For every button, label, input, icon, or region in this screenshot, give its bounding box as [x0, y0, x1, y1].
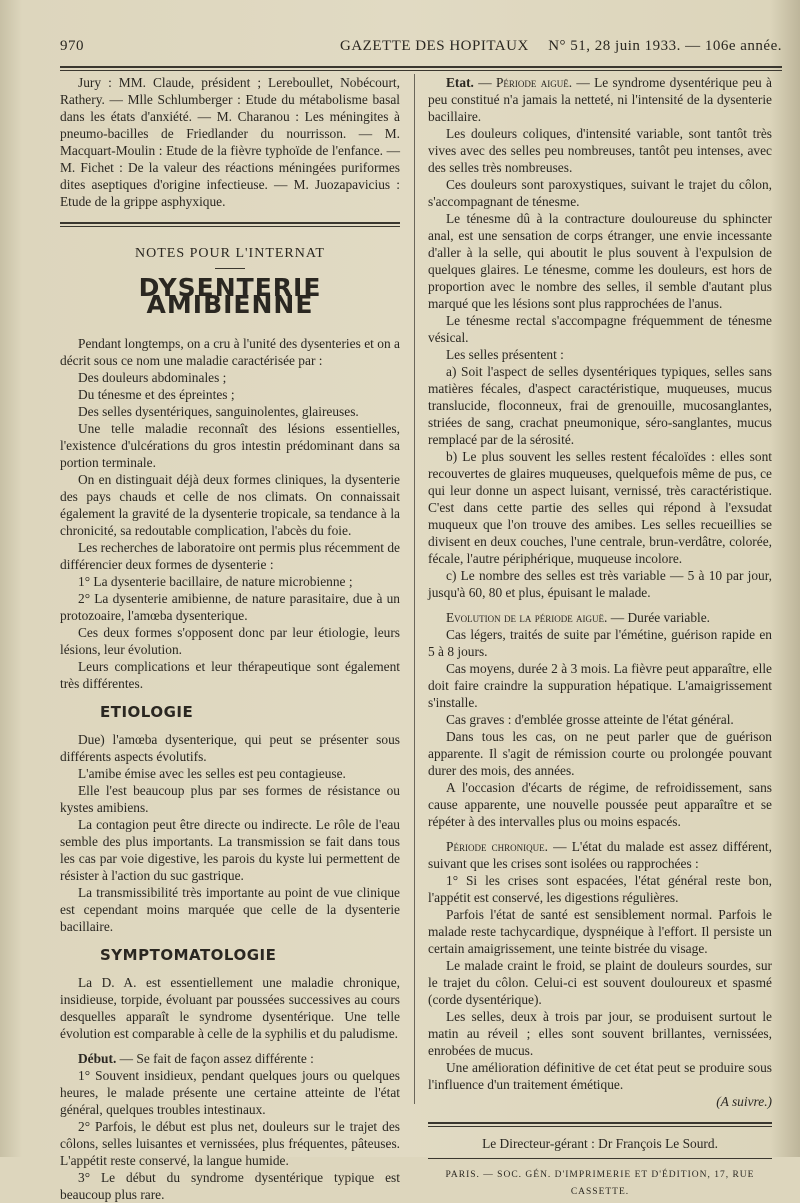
paragraph: L'amibe émise avec les selles est peu contagieuse. [78, 766, 346, 781]
paragraph: Les recherches de laboratoire ont permis plus récemment de différencier deux formes de dysenterie : [60, 540, 400, 572]
paragraph: 1° La dysenterie bacillaire, de nature microbienne ; [78, 574, 353, 589]
chronique-paragraph [428, 838, 772, 872]
footer-thin-rule [428, 1158, 772, 1159]
paragraph: Cas graves : d'emblée grosse atteinte de l'état général. [446, 712, 734, 727]
etat-label: Etat. [446, 75, 474, 90]
header-rule [60, 66, 782, 71]
paragraph: 1° Souvent insidieux, pendant quelques jours ou quelques heures, le malade présente une certaine atteinte de l'état général, quelques troubles intestinaux. [60, 1068, 400, 1117]
etat-paragraph: Etat. — Période aiguë. — Le syndrome dysentérique peu à peu constitué n'a jamais la netteté, ni l'intensité de la dysenterie bacillaire. [428, 75, 772, 124]
director-line: Le Directeur-gérant : Dr François Le Sourd. [482, 1136, 718, 1151]
debut-paragraph [60, 1050, 400, 1067]
paragraph: Une telle maladie reconnaît des lésions essentielles, l'existence d'ulcérations du gros intestin prédominant dans sa portion terminale. [60, 421, 400, 470]
paragraph: 3° Le début du syndrome dysentérique typique est beaucoup plus rare. [60, 1170, 400, 1202]
paragraph: Les selles présentent : [446, 347, 564, 362]
issue-info: N° 51, 28 juin 1933. — 106e année. [548, 38, 782, 54]
left-column [60, 74, 400, 1203]
paragraph: Cas légers, traités de suite par l'émétine, guérison rapide en 5 à 8 jours. [428, 627, 772, 659]
chronique-label: Période chronique. [446, 839, 548, 854]
page-number: 970 [60, 38, 84, 54]
paragraph: Le malade craint le froid, se plaint de douleurs sourdes, sur le trajet du côlon. Celui-ci est souvent douloureux et spasmé (corde dysentérique). [428, 958, 772, 1007]
short-rule [215, 268, 245, 269]
paragraph: A l'occasion d'écarts de régime, de refroidissement, sans cause apparente, une nouvelle poussée peut apparaître et se répéter à des intervalles plus ou moins espacés. [428, 780, 772, 829]
to-be-continued [428, 1093, 772, 1110]
paragraph: Des douleurs abdominales ; [78, 370, 227, 385]
evolution-text: — Durée variable. [607, 610, 711, 625]
paragraph: Le ténesme rectal s'accompagne fréquemment de ténesme vésical. [428, 313, 772, 345]
column-divider [414, 74, 415, 1104]
section-rule [60, 222, 400, 227]
paragraph: Le ténesme dû à la contracture douloureuse du sphincter anal, est une sensation de corps étranger, une envie incessante d'aller à la selle, qui aboutit le plus souvent à l'expulsion de quelques glaires. Le ténesme, comme les douleurs, est hors de proportion avec le nombre des selles, il semble d'autant plus marqué que les lésions sont plus rapprochées de l'anus. [428, 211, 772, 311]
paragraph: On en distinguait déjà deux formes cliniques, la dysenterie des pays chauds et celle de nos climats. On connaissait également la gravité de la dysenterie tropicale, sa tendance à la chronicité, sa redoutable complication, l'abcès du foie. [60, 472, 400, 538]
debut-label: Début. [78, 1051, 117, 1066]
paragraph: La D. A. est essentiellement une maladie chronique, insidieuse, torpide, évoluant par poussées successives au cours desquelles apparaît le syndrome dysentérique. Une telle évolution est comparable à celle de la syphilis et du paludisme. [60, 975, 400, 1041]
right-column [428, 74, 772, 1201]
paragraph: Parfois l'état de santé est sensiblement normal. Parfois le malade reste tachycardique, dyspnéique à l'effort. Il persiste un certain amaigrissement, une teinte bistrée du visage. [428, 907, 772, 956]
paragraph: Des selles dysentériques, sanguinolentes, glaireuses. [78, 404, 359, 419]
paragraph: La contagion peut être directe ou indirecte. Le rôle de l'eau semble des plus importants. La transmission se fait dans tous les cas par voie digestive, les parois du kyste lui permettent de résister à l'action du suc gastrique. [60, 817, 400, 883]
paragraph: Ces deux formes s'opposent donc par leur étiologie, leurs lésions, leur évolution. [60, 625, 400, 657]
paragraph: Dans tous les cas, on ne peut parler que de guérison apparente. Il s'agit de rémission courte ou prolongée pouvant durer des mois, des années. [428, 729, 772, 778]
etat-text: — Le syndrome dysentérique peu à peu constitué n'a jamais la netteté, ni l'intensité de la dysenterie bacillaire. [428, 75, 772, 124]
to-be-continued-text: (A suivre.) [716, 1094, 772, 1109]
paragraph: Ces douleurs sont paroxystiques, suivant le trajet du côlon, s'accompagnant de ténesme. [428, 177, 772, 209]
paragraph: Elle l'est beaucoup plus par ses formes de résistance ou kystes amibiens. [60, 783, 400, 815]
evolution-label: Evolution de la période aiguë. [446, 610, 608, 625]
page-header [60, 30, 782, 66]
paragraph: Cas moyens, durée 2 à 3 mois. La fièvre peut apparaître, elle doit faire craindre la suppuration hépatique. L'amaigrissement s'installe. [428, 661, 772, 710]
notes-title: NOTES POUR L'INTERNAT [135, 246, 325, 261]
paragraph: Les douleurs coliques, d'intensité variable, sont tantôt très vives avec des selles peu nombreuses, tantôt peu intenses, avec des selles très nombreuses. [428, 126, 772, 175]
footer-rule [428, 1122, 772, 1127]
jury-paragraph: Jury : MM. Claude, président ; Lereboullet, Nobécourt, Rathery. — Mlle Schlumberger : Etude du métabolisme basal dans les états d'anxiété. — M. Charanou : Les méningites à pneumo-bacilles de Friedlander du nourrisson. — M. Macquart-Moulin : Etude de la fièvre typhoïde de l'enfance. — M. Fichet : De la valeur des réactions méningées puriformes dites aseptiques d'origine infectieuse. — M. Juozapavicius : Etude de la grippe asphyxique. [60, 75, 400, 209]
etat-phase: Période aiguë. [495, 75, 573, 90]
debut-text: — Se fait de façon assez différente : [116, 1051, 314, 1066]
paragraph: Les selles, deux à trois par jour, se produisent surtout le matin au réveil ; elles sont souvent brillantes, vernissées, enrobées de mucus. [428, 1009, 772, 1058]
paragraph: 2° La dysenterie amibienne, de nature parasitaire, due à un protozoaire, l'amœba dysenterique. [60, 591, 400, 623]
paragraph: Due) l'amœba dysenterique, qui peut se présenter sous différents aspects évolutifs. [60, 732, 400, 764]
section-heading-symptomatologie: SYMPTOMATOLOGIE [100, 946, 277, 964]
chronique-text: — L'état du malade est assez différent, suivant que les crises sont isolées ou rapprochées : [428, 839, 773, 871]
paragraph: Du ténesme et des épreintes ; [78, 387, 235, 402]
paragraph: Pendant longtemps, on a cru à l'unité des dysenteries et on a décrit sous ce nom une maladie caractérisée par : [60, 336, 400, 368]
paragraph: 1° Si les crises sont espacées, l'état général reste bon, l'appétit est conservé, les digestions régulières. [428, 873, 772, 905]
paragraph: Une amélioration définitive de cet état peut se produire sous l'influence d'un traitement émétique. [428, 1060, 772, 1092]
journal-title: GAZETTE DES HOPITAUX [340, 38, 529, 54]
evolution-paragraph [428, 609, 772, 626]
paragraph: a) Soit l'aspect de selles dysentériques typiques, selles sans matières fécales, d'aspect caractéristique, muqueuses, mucus translucide, floconneux, frai de grenouille, mucosanglantes, striées de sang, crachat pneumonique, séro-sanglantes, mucus remplacé par de la sérosité. [428, 364, 772, 447]
section-heading-etiologie: ETIOLOGIE [100, 703, 194, 721]
paragraph: b) Le plus souvent les selles restent fécaloïdes : elles sont recouvertes de glaires muqueuses, quelquefois même de pus, ce qui leur donne un aspect luisant, vernissé, très caractéristique. C'est dans cette partie des selles qui répond à l'exsudat muqueux que l'on trouve des amibes. Les selles recueillies se divisent en deux couches, l'une centrale, brun-verdâtre, colorée, fécale, l'autre périphérique, muqueuse incolore. [428, 449, 772, 566]
paragraph: La transmissibilité très importante au point de vue clinique est cependant moins marquée que celle de la dysenterie bacillaire. [60, 885, 400, 934]
article-title: DYSENTERIE AMIBIENNE [138, 273, 322, 319]
paragraph: c) Le nombre des selles est très variable — 5 à 10 par jour, jusqu'à 60, 80 et plus, épuisant le malade. [428, 568, 772, 600]
paragraph: 2° Parfois, le début est plus net, douleurs sur le trajet des côlons, selles luisantes et vernissées, plus fréquentes, pâteuses. L'appétit reste conservé, la langue humide. [60, 1119, 400, 1168]
paragraph: Leurs complications et leur thérapeutique sont également très différentes. [60, 659, 400, 691]
printer-line: PARIS. — SOC. GÉN. D'IMPRIMERIE ET D'ÉDITION, 17, RUE CASSETTE. [445, 1170, 755, 1197]
